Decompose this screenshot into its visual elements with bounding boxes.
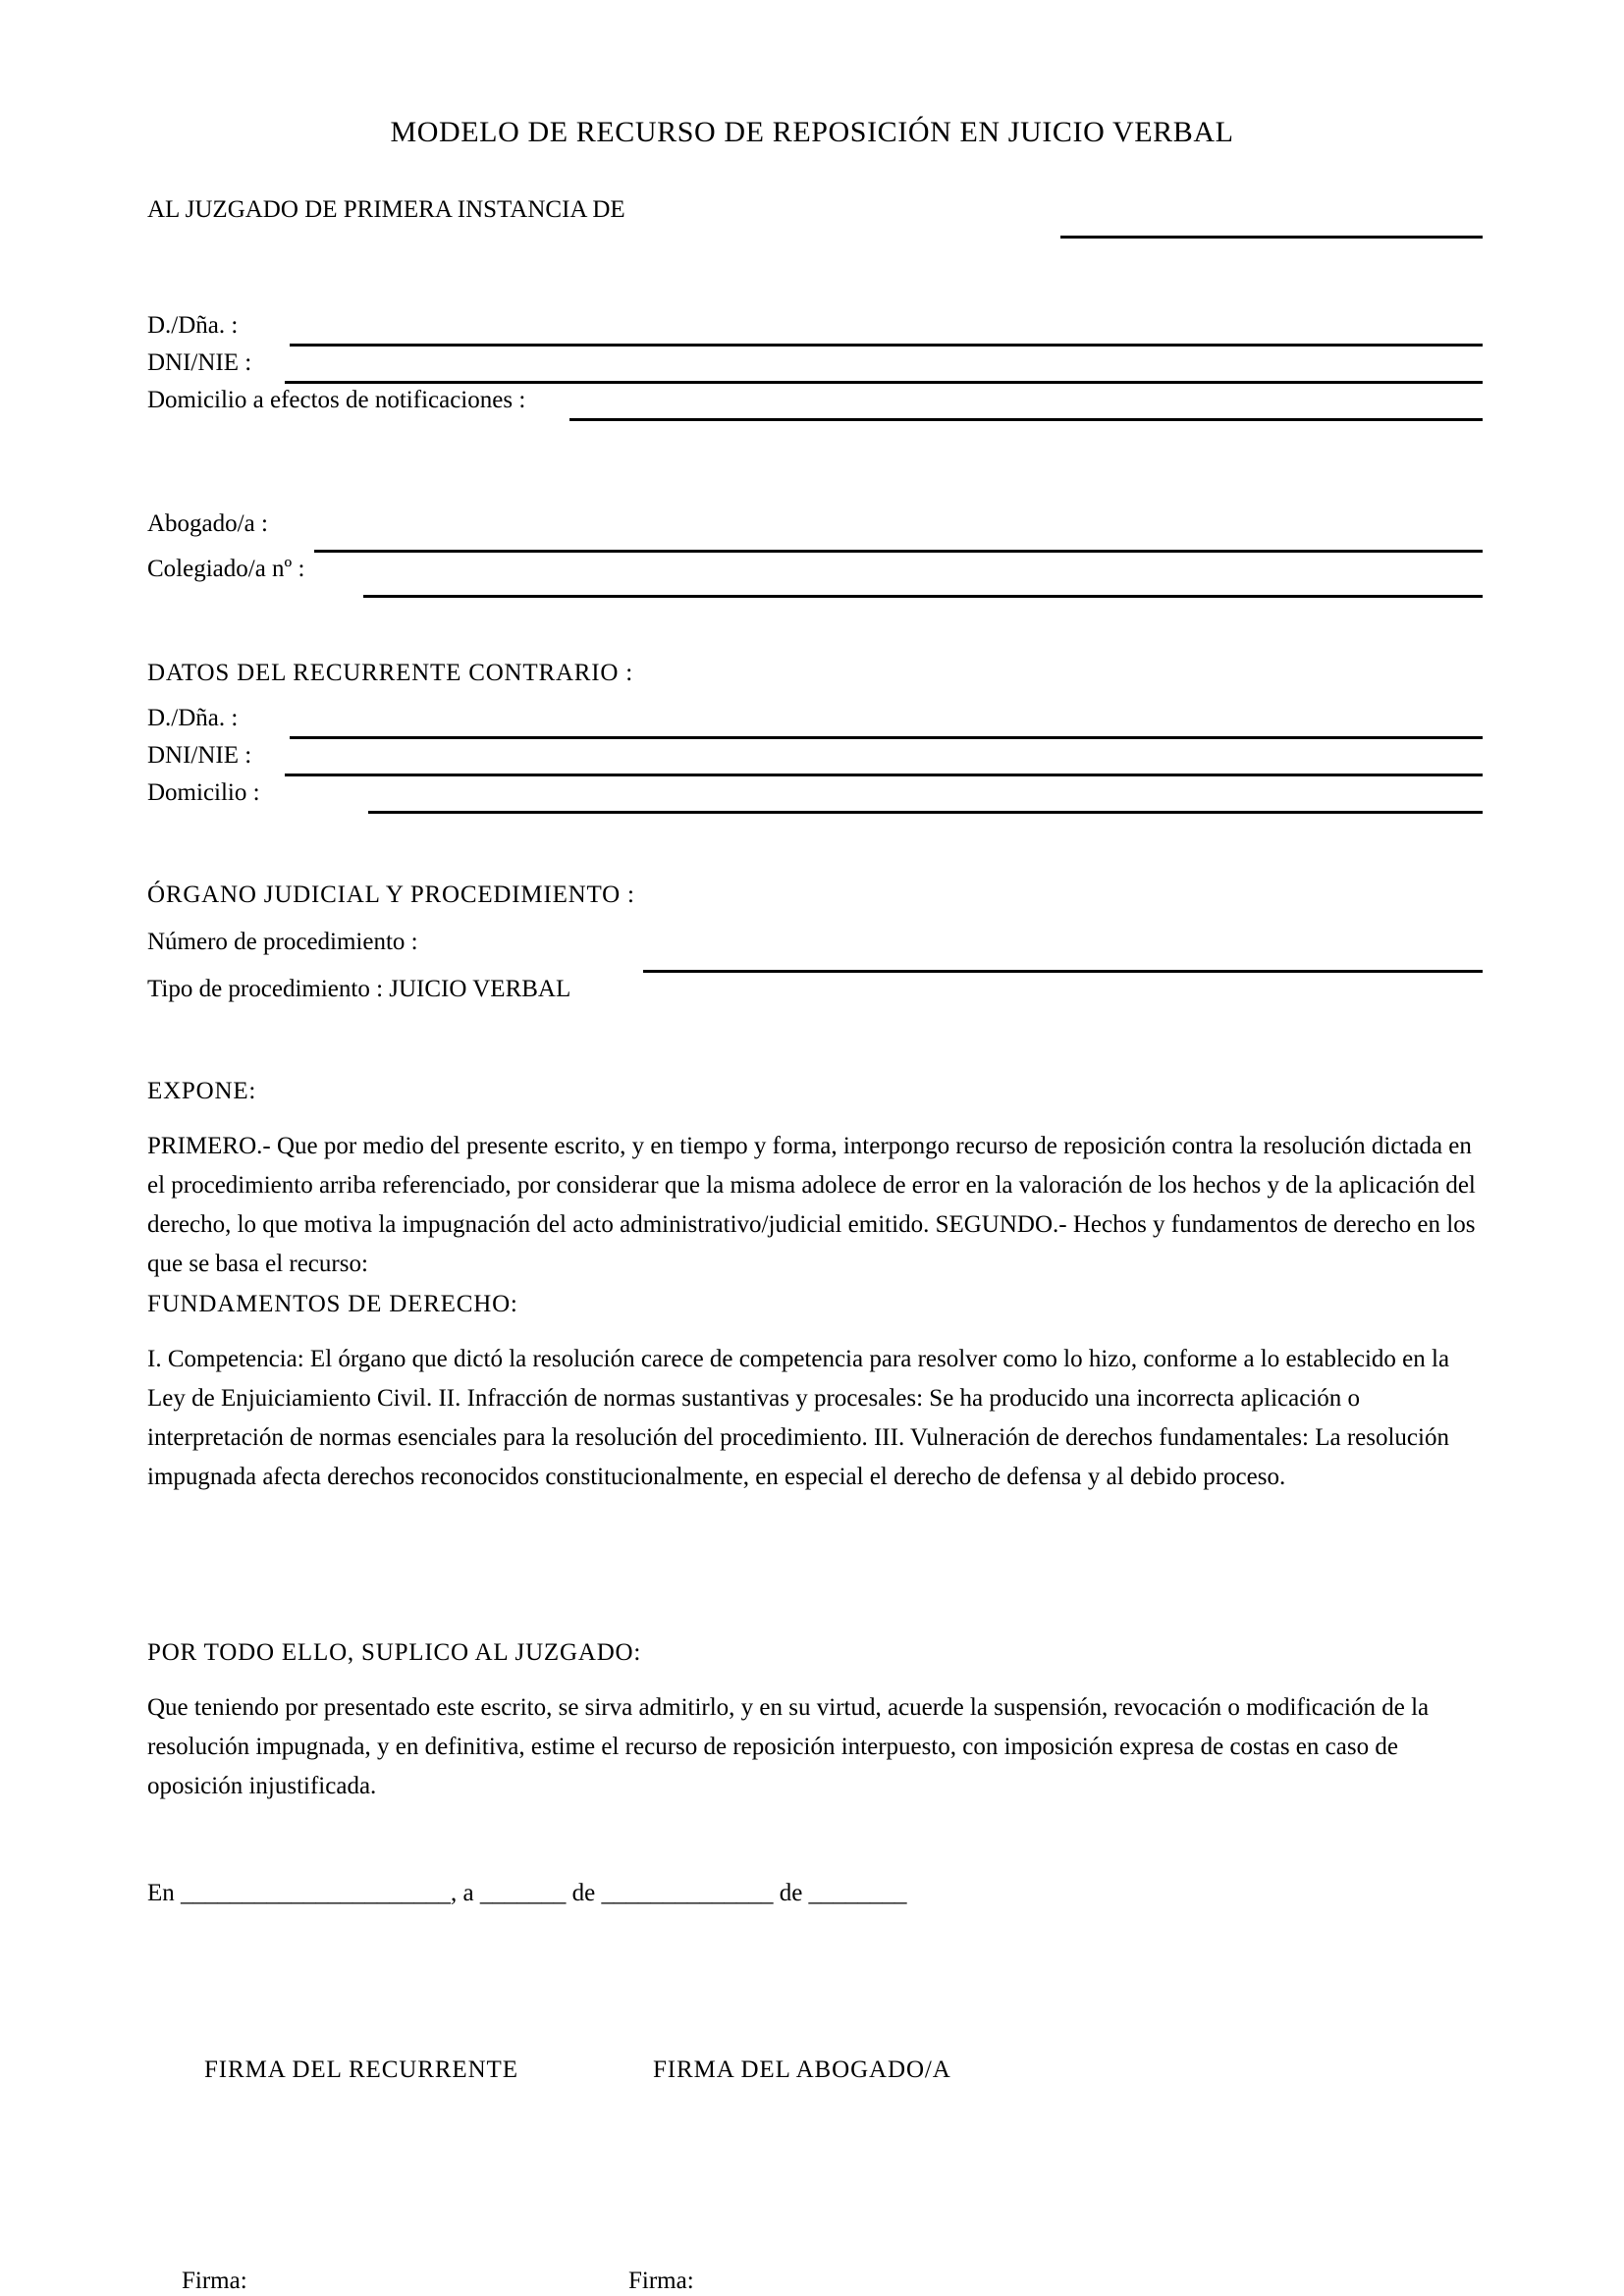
field-row bbox=[147, 779, 1483, 817]
lawyer-bar-number-rule[interactable] bbox=[363, 595, 1483, 598]
firma-labels-row bbox=[147, 2268, 1483, 2296]
opposing-dni-label: DNI/NIE : bbox=[147, 742, 252, 769]
suplico-section bbox=[147, 1639, 1483, 1806]
fundamentos-section bbox=[147, 1291, 1483, 1497]
applicant-dni-label: DNI/NIE : bbox=[147, 349, 252, 376]
field-row bbox=[147, 705, 1483, 742]
procedure-heading: ÓRGANO JUDICIAL Y PROCEDIMIENTO : bbox=[147, 881, 635, 908]
lawyer-name-label: Abogado/a : bbox=[147, 510, 268, 537]
applicant-name-rule[interactable] bbox=[290, 344, 1483, 347]
court-input-rule[interactable] bbox=[1060, 236, 1483, 239]
signature-captions-row bbox=[147, 2056, 1483, 2096]
opposing-address-rule[interactable] bbox=[368, 811, 1483, 814]
firma-label-abogado: Firma: bbox=[628, 2268, 694, 2294]
page-title: MODELO DE RECURSO DE REPOSICIÓN EN JUICIO VERBAL bbox=[390, 116, 1234, 148]
expone-body: PRIMERO.- Que por medio del presente escrito, y en tiempo y forma, interpongo recurso de reposición contra la resolución dictada en el procedimiento arriba referenciado, por considerar que la misma adolece de error en la valoración de los hechos y de la aplicación del derecho, lo que motiva la impugnación del acto administrativo/judicial emitido. SEGUNDO.- Hechos y fundamentos de derecho en los que se basa el recurso: bbox=[147, 1133, 1476, 1277]
applicant-section bbox=[147, 312, 1483, 424]
opposing-address-label: Domicilio : bbox=[147, 779, 260, 806]
procedure-section bbox=[147, 881, 1483, 1015]
opposing-name-label: D./Dña. : bbox=[147, 705, 239, 731]
fundamentos-body: I. Competencia: El órgano que dictó la resolución carece de competencia para resolver como lo hizo, conforme a lo establecido en la Ley de Enjuiciamiento Civil. II. Infracción de normas sustantivas y procesales: Se ha producido una incorrecta aplicación o interpretación de normas esenciales para la resolución del procedimiento. III. Vulneración de derechos fundamentales: La resolución impugnada afecta derechos reconocidos constitucionalmente, en especial el derecho de defensa y al debido proceso. bbox=[147, 1346, 1450, 1490]
court-row bbox=[147, 196, 1483, 241]
field-row bbox=[147, 510, 1483, 556]
signature-caption-abogado: FIRMA DEL ABOGADO/A bbox=[653, 2056, 951, 2083]
field-row bbox=[147, 556, 1483, 601]
expone-section bbox=[147, 1078, 1483, 1284]
date-section bbox=[147, 1880, 1483, 1907]
firma-label-recurrente: Firma: bbox=[182, 2268, 247, 2294]
court-label: AL JUZGADO DE PRIMERA INSTANCIA DE bbox=[147, 196, 625, 223]
signature-caption-recurrente: FIRMA DEL RECURRENTE bbox=[204, 2056, 518, 2083]
firma-section bbox=[147, 2268, 1483, 2296]
fundamentos-heading: FUNDAMENTOS DE DERECHO: bbox=[147, 1291, 518, 1317]
field-row bbox=[147, 349, 1483, 387]
date-line[interactable]: En ______________________, a _______ de ______________ de ________ bbox=[147, 1880, 907, 1906]
procedure-type-line: Tipo de procedimiento : JUICIO VERBAL bbox=[147, 976, 571, 1002]
signature-section bbox=[147, 2056, 1483, 2096]
field-row bbox=[147, 387, 1483, 424]
opposing-party-heading: DATOS DEL RECURRENTE CONTRARIO : bbox=[147, 660, 634, 686]
procedure-number-label: Número de procedimiento : bbox=[147, 929, 418, 955]
lawyer-name-rule[interactable] bbox=[314, 550, 1483, 553]
procedure-number-rule[interactable] bbox=[643, 970, 1483, 973]
applicant-name-label: D./Dña. : bbox=[147, 312, 239, 339]
opposing-dni-rule[interactable] bbox=[285, 774, 1483, 776]
lawyer-section bbox=[147, 510, 1483, 601]
applicant-dni-rule[interactable] bbox=[285, 381, 1483, 384]
expone-heading: EXPONE: bbox=[147, 1078, 257, 1104]
opposing-party-section bbox=[147, 660, 1483, 817]
applicant-address-label: Domicilio a efectos de notificaciones : bbox=[147, 387, 526, 413]
field-row bbox=[147, 742, 1483, 779]
suplico-body: Que teniendo por presentado este escrito, se sirva admitirlo, y en su virtud, acuerde la suspensión, revocación o modificación de la resolución impugnada, y en definitiva, estime el recurso de reposición interpuesto, con imposición expresa de costas en caso de oposición injustificada. bbox=[147, 1694, 1430, 1799]
lawyer-bar-number-label: Colegiado/a nº : bbox=[147, 556, 305, 582]
field-row bbox=[147, 312, 1483, 349]
field-row bbox=[147, 929, 1483, 976]
suplico-heading: POR TODO ELLO, SUPLICO AL JUZGADO: bbox=[147, 1639, 642, 1666]
applicant-address-rule[interactable] bbox=[569, 418, 1483, 421]
court-section bbox=[147, 196, 1483, 241]
opposing-name-rule[interactable] bbox=[290, 736, 1483, 739]
